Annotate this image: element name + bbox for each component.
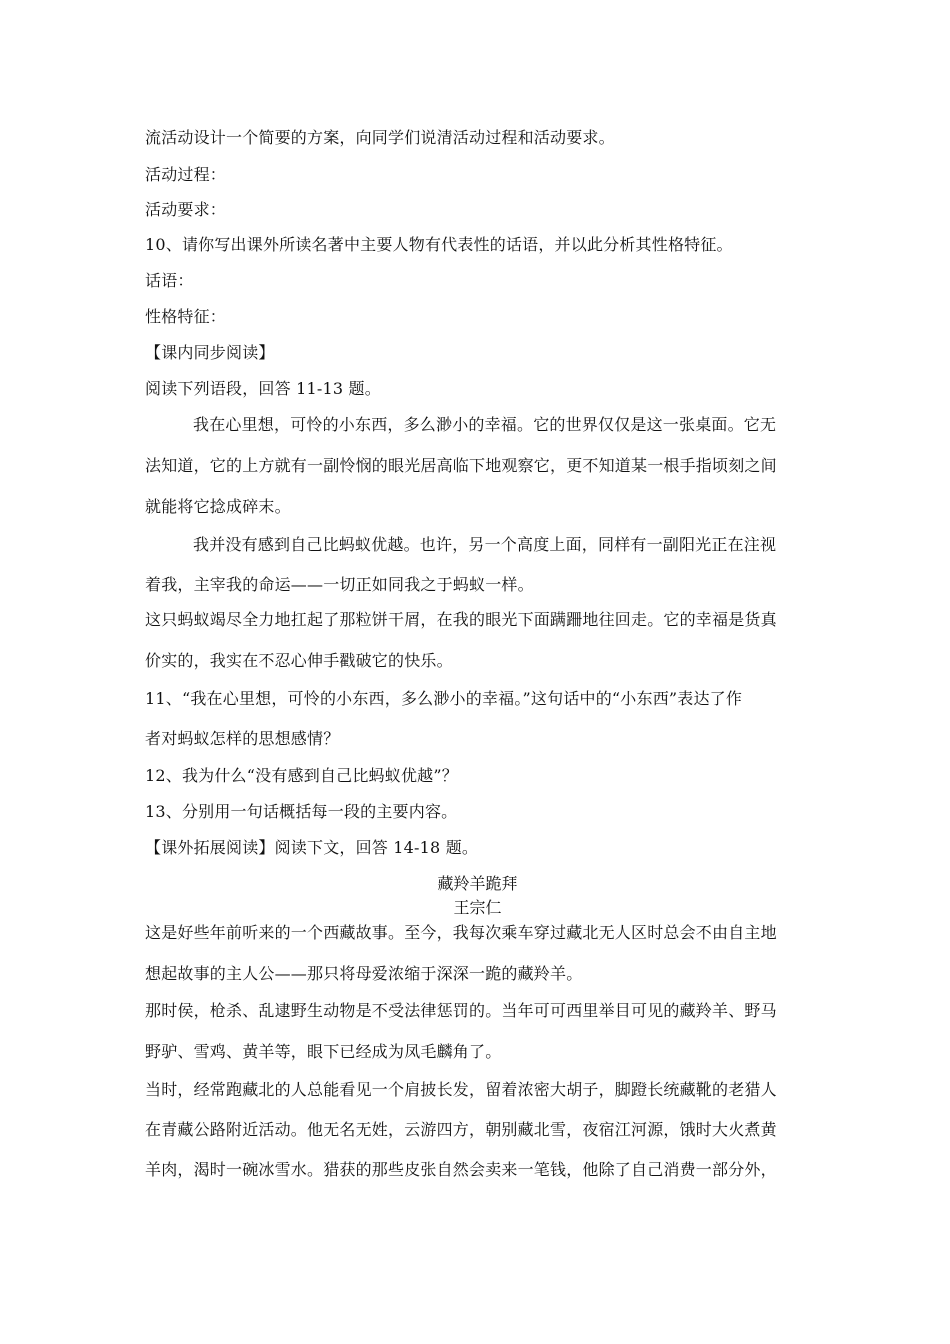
article-line: 野驴、雪鸡、黄羊等，眼下已经成为凤毛麟角了。 (145, 1042, 502, 1061)
passage-line: 法知道，它的上方就有一副怜悯的眼光居高临下地观察它，更不知道某一根手指顷刻之间 (145, 456, 777, 475)
article-line: 这是好些年前听来的一个西藏故事。至今，我每次乘车穿过藏北无人区时总会不由自主地 (145, 923, 777, 942)
question-13: 13、分别用一句话概括每一段的主要内容。 (145, 802, 458, 821)
text-line: 流活动设计一个简要的方案，向同学们说清活动过程和活动要求。 (145, 128, 615, 147)
passage-line: 这只蚂蚁竭尽全力地扛起了那粒饼干屑，在我的眼光下面蹒跚地往回走。它的幸福是货真 (145, 610, 777, 629)
article-line: 那时侯，枪杀、乱逮野生动物是不受法律惩罚的。当年可可西里举目可见的藏羚羊、野马 (145, 1001, 777, 1020)
article-line: 想起故事的主人公——那只将母爱浓缩于深深一跪的藏羚羊。 (145, 964, 583, 983)
passage-line: 就能将它捻成碎末。 (145, 497, 291, 516)
question-12: 12、我为什么“没有感到自己比蚂蚁优越”？ (145, 766, 458, 785)
text-line: 阅读下列语段，回答 11-13 题。 (145, 379, 381, 398)
section-heading: 【课外拓展阅读】阅读下文，回答 14-18 题。 (145, 838, 479, 857)
article-author: 王宗仁 (453, 898, 502, 917)
text-line: 活动过程： (145, 165, 227, 184)
article-line: 当时，经常跑藏北的人总能看见一个肩披长发，留着浓密大胡子，脚蹬长统藏靴的老猎人 (145, 1080, 777, 1099)
article-title: 藏羚羊跪拜 (437, 874, 518, 893)
text-line: 话语： (145, 271, 194, 290)
text-line: 性格特征： (145, 307, 227, 326)
passage-line: 价实的，我实在不忍心伸手戳破它的快乐。 (145, 651, 453, 670)
passage-line: 着我，主宰我的命运——一切正如同我之于蚂蚁一样。 (145, 575, 534, 594)
article-line: 羊肉，渴时一碗冰雪水。猎获的那些皮张自然会卖来一笔钱，他除了自己消费一部分外， (145, 1160, 777, 1179)
text-line: 活动要求： (145, 200, 227, 219)
question-11: 11、“我在心里想，可怜的小东西，多么渺小的幸福。”这句话中的“小东西”表达了作 (145, 689, 743, 708)
question-11-cont: 者对蚂蚁怎样的思想感情？ (145, 729, 340, 748)
section-heading: 【课内同步阅读】 (145, 343, 275, 362)
passage-line: 我并没有感到自己比蚂蚁优越。也许，另一个高度上面，同样有一副阳光正在注视 (193, 535, 777, 554)
question-10: 10、请你写出课外所读名著中主要人物有代表性的话语，并以此分析其性格特征。 (145, 235, 733, 254)
passage-line: 我在心里想，可怜的小东西，多么渺小的幸福。它的世界仅仅是这一张桌面。它无 (193, 415, 777, 434)
article-line: 在青藏公路附近活动。他无名无姓，云游四方，朝别藏北雪，夜宿江河源，饿时大火煮黄 (145, 1120, 777, 1139)
